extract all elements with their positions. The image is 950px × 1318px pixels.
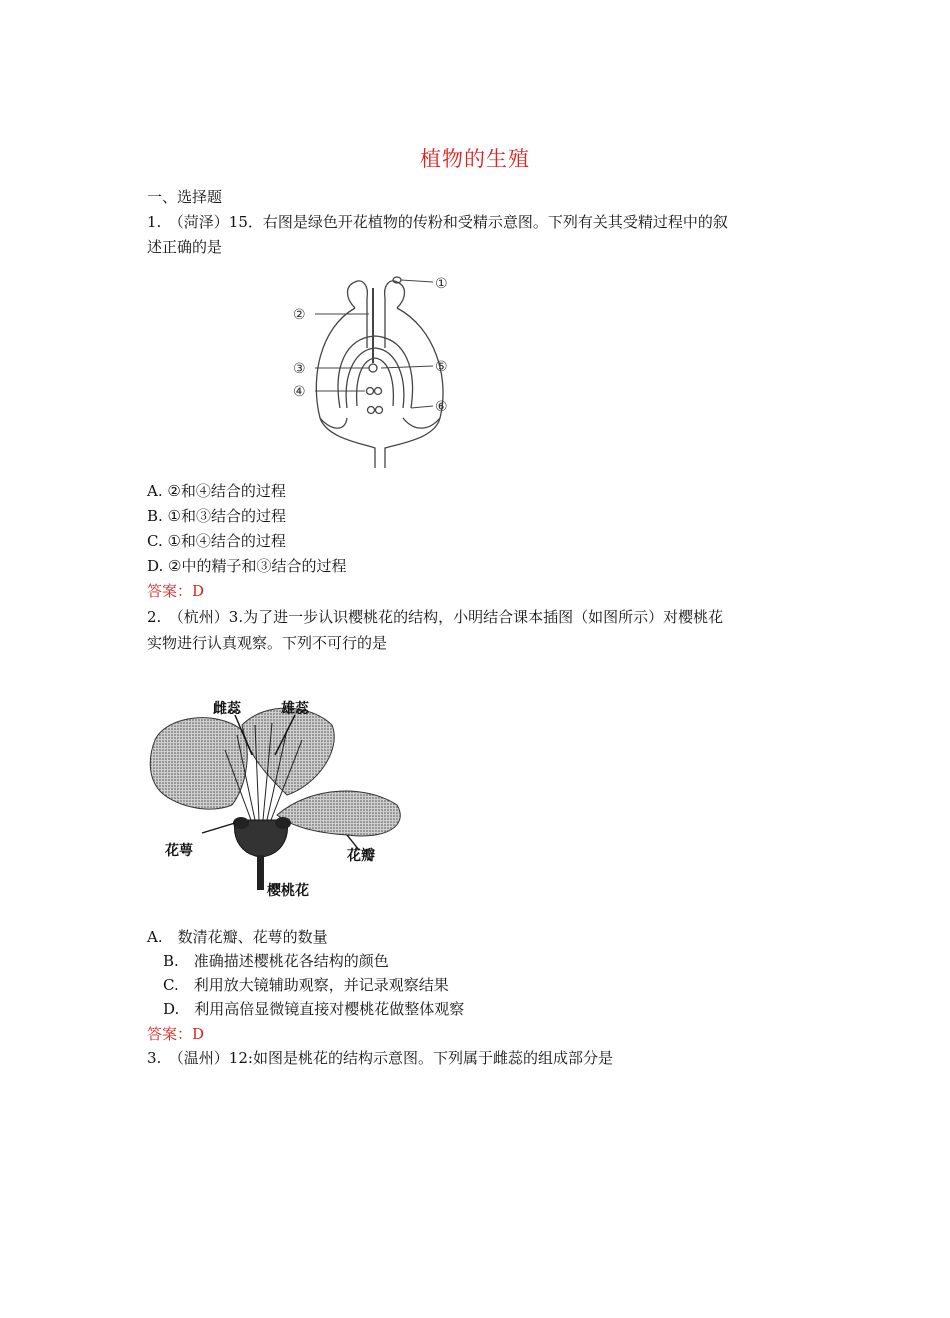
q2-option-d: D. 利用高倍显微镜直接对樱桃花做整体观察 [163,1000,465,1018]
q1-stem-line1: 1. （菏泽）15．右图是绿色开花植物的传粉和受精示意图。下列有关其受精过程中的叙 [147,213,728,231]
pollination-fertilization-diagram [285,268,465,468]
cherry-blossom-diagram [147,695,412,905]
label-pistil: 雌蕊 [213,701,241,717]
q2-stem-line1: 2. （杭州）3.为了进一步认识樱桃花的结构，小明结合课本插图（如图所示）对樱桃花 [147,608,724,626]
label-2: ② [293,307,306,323]
label-petal: 花瓣 [347,848,375,864]
q1-stem-line2: 述正确的是 [147,238,223,256]
page-title: 植物的生殖 [420,147,530,171]
label-sepal: 花萼 [165,843,193,859]
q2-option-c: C. 利用放大镜辅助观察，并记录观察结果 [163,976,449,994]
q2-answer: 答案：D [147,1025,205,1043]
label-stamen: 雄蕊 [281,701,309,717]
q1-option-a: A. ②和④结合的过程 [147,482,286,500]
label-cherry-blossom: 樱桃花 [267,883,309,899]
q2-option-b: B. 准确描述樱桃花各结构的颜色 [163,952,389,970]
label-1: ① [435,276,448,292]
label-6: ⑥ [435,399,448,415]
section-heading: 一、选择题 [147,188,223,206]
q1-answer: 答案：D [147,582,205,600]
q2-option-a: A. 数清花瓣、花萼的数量 [147,928,328,946]
label-4: ④ [293,384,306,400]
q1-option-d: D. ②中的精子和③结合的过程 [147,557,347,575]
label-3: ③ [293,361,306,377]
label-5: ⑤ [435,359,448,375]
q2-stem-line2: 实物进行认真观察。下列不可行的是 [147,634,388,652]
q3-stem-line1: 3. （温州）12:如图是桃花的结构示意图。下列属于雌蕊的组成部分是 [147,1049,613,1067]
q1-option-b: B. ①和③结合的过程 [147,507,287,525]
q1-option-c: C. ①和④结合的过程 [147,532,286,550]
